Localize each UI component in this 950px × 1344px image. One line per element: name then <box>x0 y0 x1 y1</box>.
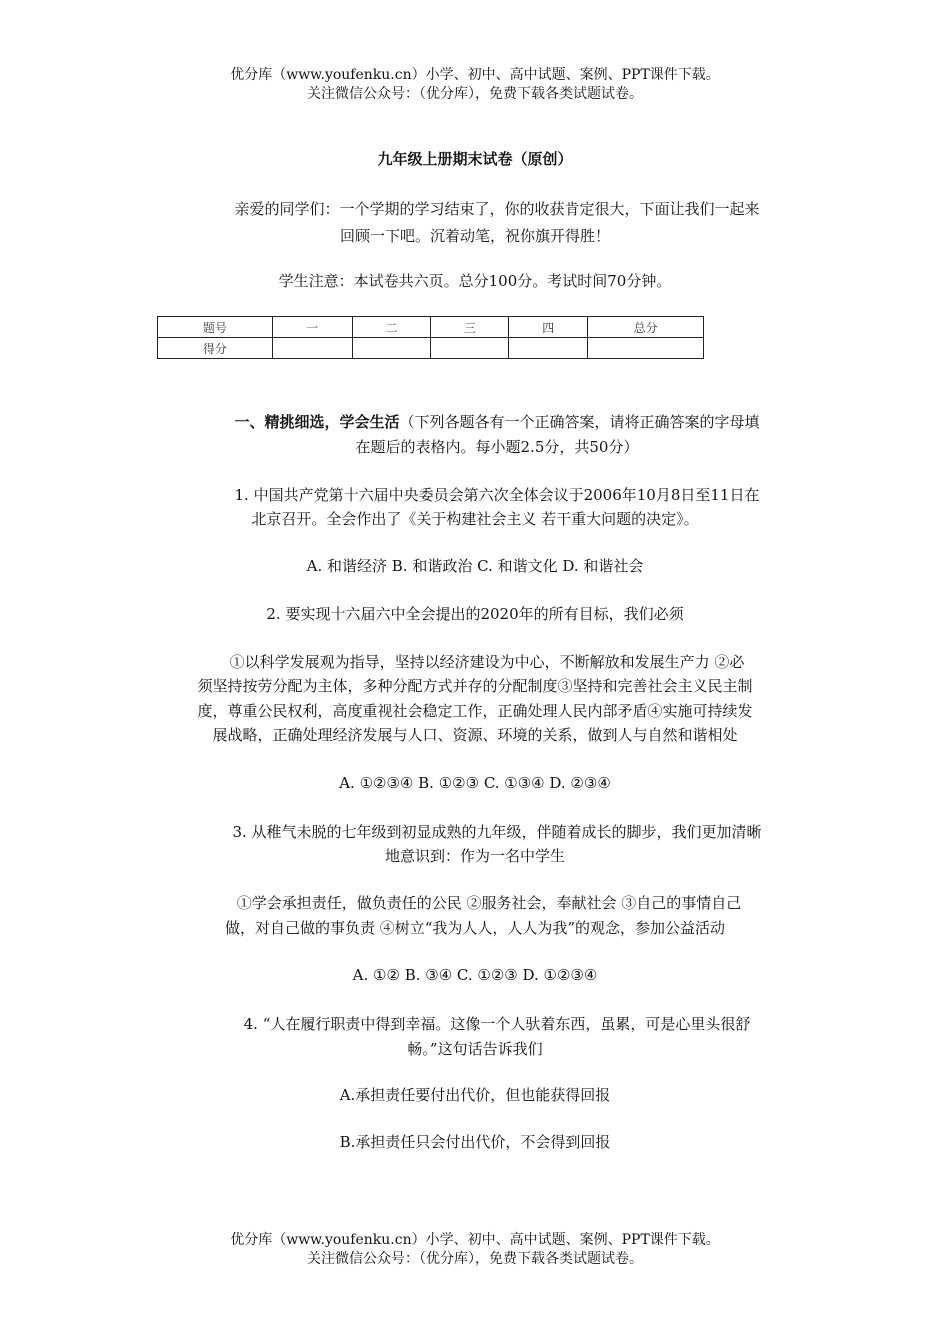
intro-line-1: 亲爱的同学们：一个学期的学习结束了，你的收获肯定很大，下面让我们一起来 <box>234 200 760 218</box>
q4-stem-line-2: 畅。”这句话告诉我们 <box>407 1040 543 1058</box>
score-table <box>157 316 704 359</box>
footer-line-1: 优分库（www.youfenku.cn）小学、初中、高中试题、案例、PPT课件下载。 <box>230 1232 720 1248</box>
score-header-cell: 题号 <box>158 317 273 338</box>
score-cell[interactable] <box>352 338 431 359</box>
q3-statement-line-2: 做，对自己做的事负责 ④树立“我为人人，人人为我”的观念，参加公益活动 <box>224 919 726 937</box>
exam-notice: 学生注意：本试卷共六页。总分100分。考试时间70分钟。 <box>278 272 672 290</box>
score-header-cell: 总分 <box>588 317 704 338</box>
section1-heading-line <box>22 412 950 432</box>
q2-statement-line-2: 须坚持按劳分配为主体，多种分配方式并存的分配制度③坚持和完善社会主义民主制 <box>197 677 753 695</box>
section1-instruction-2: 在题后的表格内。每小题2.5分，共50分） <box>355 438 639 456</box>
section1-heading: 一、精挑细选，学会生活 <box>234 413 400 431</box>
q1-options: A. 和谐经济 B. 和谐政治 C. 和谐文化 D. 和谐社会 <box>306 557 644 575</box>
q3-stem-line-1: 3. 从稚气未脱的七年级到初显成熟的九年级，伴随着成长的脚步，我们更加清晰 <box>232 823 762 841</box>
footer-line-2: 关注微信公众号：（优分库），免费下载各类试题试卷。 <box>307 1251 643 1267</box>
q2-statement-line-4: 展战略，正确处理经济发展与人口、资源、环境的关系，做到人与自然和谐相处 <box>212 726 738 744</box>
q2-statement-line-1: ①以科学发展观为指导，坚持以经济建设为中心，不断解放和发展生产力 ②必 <box>229 653 745 671</box>
q3-stem-line-2: 地意识到：作为一名中学生 <box>384 847 565 865</box>
header-line-1: 优分库（www.youfenku.cn）小学、初中、高中试题、案例、PPT课件下载。 <box>230 67 720 83</box>
score-header-cell: 四 <box>509 317 588 338</box>
q1-stem-line-2: 北京召开。全会作出了《关于构建社会主义 若干重大问题的决定》。 <box>251 510 699 528</box>
q4-option-b: B.承担责任只会付出代价，不会得到回报 <box>339 1133 611 1151</box>
q3-statement-line-1: ①学会承担责任，做负责任的公民 ②服务社会，奉献社会 ③自己的事情自己 <box>236 894 742 912</box>
score-header-cell: 一 <box>272 317 352 338</box>
header-line-2: 关注微信公众号：（优分库），免费下载各类试题试卷。 <box>307 86 643 102</box>
score-cell[interactable] <box>431 338 509 359</box>
score-table-header-row <box>158 317 704 338</box>
q3-options: A. ①② B. ③④ C. ①②③ D. ①②③④ <box>352 966 598 984</box>
section1-instruction-1: （下列各题各有一个正确答案，请将正确答案的字母填 <box>399 413 760 431</box>
score-cell[interactable] <box>588 338 704 359</box>
score-cell[interactable] <box>272 338 352 359</box>
score-table-score-row <box>158 338 704 359</box>
exam-title: 九年级上册期末试卷（原创） <box>377 150 573 168</box>
q4-option-a: A.承担责任要付出代价，但也能获得回报 <box>339 1086 611 1104</box>
q2-options: A. ①②③④ B. ①②③ C. ①③④ D. ②③④ <box>339 774 611 792</box>
q1-stem-line-1: 1. 中国共产党第十六届中央委员会第六次全体会议于2006年10月8日至11日在 <box>234 486 760 504</box>
intro-line-2: 回顾一下吧。沉着动笔，祝你旗开得胜！ <box>339 227 610 245</box>
score-header-cell: 三 <box>431 317 509 338</box>
score-row-label: 得分 <box>158 338 273 359</box>
score-header-cell: 二 <box>352 317 431 338</box>
q2-stem: 2. 要实现十六届六中全会提出的2020年的所有目标，我们必须 <box>266 605 684 623</box>
q2-statement-line-3: 度，尊重公民权利，高度重视社会稳定工作，正确处理人民内部矛盾④实施可持续发 <box>197 702 753 720</box>
score-cell[interactable] <box>509 338 588 359</box>
q4-stem-line-1: 4. “人在履行职责中得到幸福。这像一个人驮着东西，虽累，可是心里头很舒 <box>243 1015 751 1033</box>
